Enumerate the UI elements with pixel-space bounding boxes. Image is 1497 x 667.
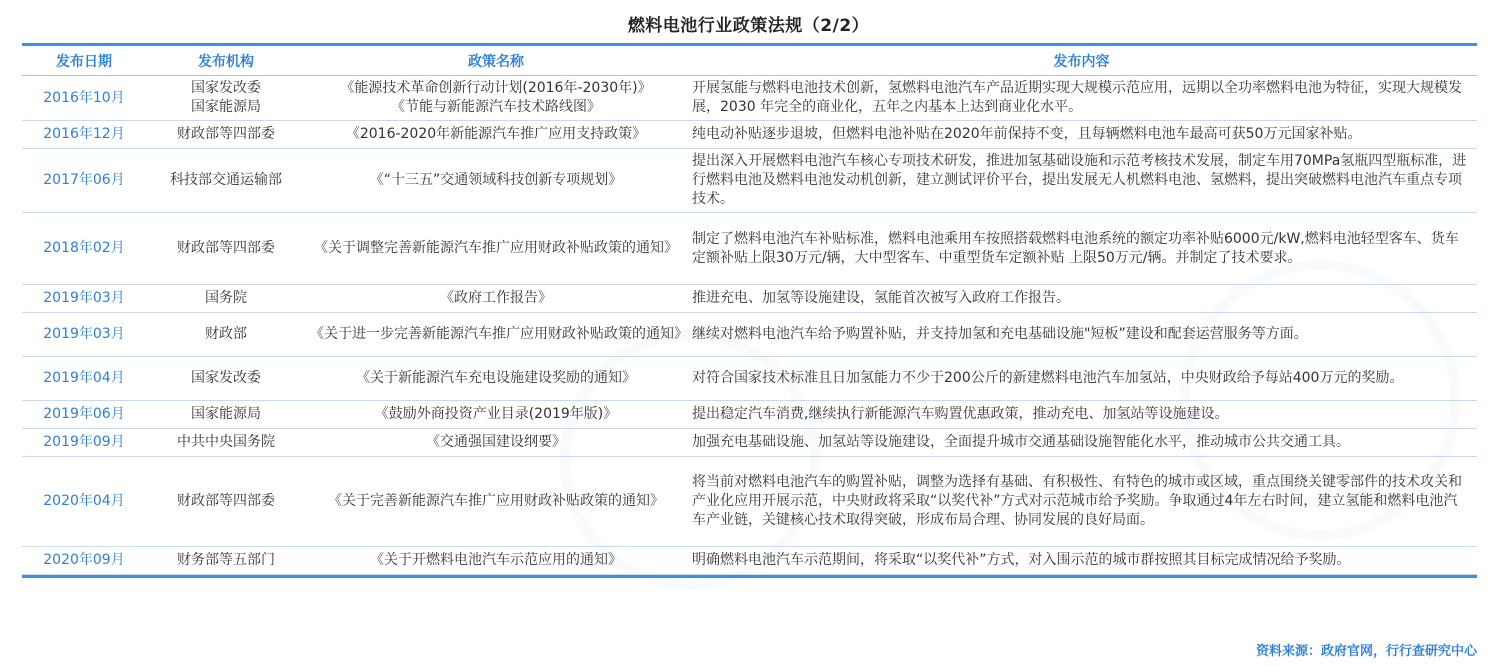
table-row	[22, 429, 1477, 457]
table-row	[22, 121, 1477, 149]
source-note: 资料来源：政府官网，行行查研究中心	[1255, 644, 1477, 659]
row-content: 对符合国家技术标准且日加氢能力不少于200公斤的新建燃料电池汽车加氢站，中央财政给予每站400万元的奖励。	[686, 357, 1477, 401]
row-date: 2018年02月	[22, 213, 146, 285]
row-org: 国务院	[146, 285, 306, 313]
table-row	[22, 547, 1477, 575]
row-date: 2019年06月	[22, 401, 146, 429]
row-policy-name: 《“十三五”交通领域科技创新专项规划》	[306, 149, 686, 213]
header-org: 发布机构	[146, 46, 306, 76]
table-row	[22, 357, 1477, 401]
row-date: 2019年03月	[22, 313, 146, 357]
row-policy-name: 《关于开燃料电池汽车示范应用的通知》	[306, 547, 686, 575]
table-row	[22, 76, 1477, 121]
row-date: 2016年12月	[22, 121, 146, 149]
table-body	[22, 76, 1477, 575]
row-org: 国家发改委	[146, 357, 306, 401]
row-content: 开展氢能与燃料电池技术创新，氢燃料电池汽车产品近期实现大规模示范应用，远期以全功率燃料电池为特征，实现大规模发展，2030 年完全的商业化，五年之内基本上达到商业化水平。	[686, 76, 1477, 121]
row-content: 纯电动补贴逐步退坡，但燃料电池补贴在2020年前保持不变，且每辆燃料电池车最高可获50万元国家补贴。	[686, 121, 1477, 149]
row-policy-name: 《政府工作报告》	[306, 285, 686, 313]
row-policy-name: 《鼓励外商投资产业目录(2019年版)》	[306, 401, 686, 429]
header-content: 发布内容	[686, 46, 1477, 76]
row-date: 2019年03月	[22, 285, 146, 313]
row-policy-name: 《能源技术革命创新行动计划(2016年-2030年)》 《节能与新能源汽车技术路线图》	[306, 76, 686, 121]
row-org: 财政部等四部委	[146, 121, 306, 149]
row-date: 2019年04月	[22, 357, 146, 401]
policy-table	[22, 43, 1477, 578]
row-policy-name: 《关于完善新能源汽车推广应用财政补贴政策的通知》	[306, 457, 686, 547]
row-policy-name: 《关于新能源汽车充电设施建设奖励的通知》	[306, 357, 686, 401]
row-org: 财政部等四部委	[146, 213, 306, 285]
row-org: 财务部等五部门	[146, 547, 306, 575]
page-title: 燃料电池行业政策法规（2/2）	[627, 16, 870, 36]
row-policy-name: 《关于调整完善新能源汽车推广应用财政补贴政策的通知》	[306, 213, 686, 285]
row-org: 科技部交通运输部	[146, 149, 306, 213]
header-name: 政策名称	[306, 46, 686, 76]
row-date: 2016年10月	[22, 76, 146, 121]
row-content: 提出稳定汽车消费,继续执行新能源汽车购置优惠政策，推动充电、加氢站等设施建设。	[686, 401, 1477, 429]
row-policy-name: 《关于进一步完善新能源汽车推广应用财政补贴政策的通知》	[306, 313, 686, 357]
row-org: 国家能源局	[146, 401, 306, 429]
table-row	[22, 149, 1477, 213]
row-org: 财政部等四部委	[146, 457, 306, 547]
row-content: 制定了燃料电池汽车补贴标准，燃料电池乘用车按照搭载燃料电池系统的额定功率补贴6000元/kW,燃料电池轻型客车、货车定额补贴上限30万元/辆，大中型客车、中重型货车定额补贴 上限50万元/辆。并制定了技术要求。	[686, 213, 1477, 285]
table-header-row	[22, 46, 1477, 76]
table-row	[22, 213, 1477, 285]
row-date: 2020年09月	[22, 547, 146, 575]
row-org: 国家发改委 国家能源局	[146, 76, 306, 121]
row-org: 中共中央国务院	[146, 429, 306, 457]
row-content: 明确燃料电池汽车示范期间，将采取“以奖代补”方式，对入围示范的城市群按照其目标完成情况给予奖励。	[686, 547, 1477, 575]
row-date: 2017年06月	[22, 149, 146, 213]
row-content: 继续对燃料电池汽车给予购置补贴，并支持加氢和充电基础设施"短板”建设和配套运营服务等方面。	[686, 313, 1477, 357]
row-content: 加强充电基础设施、加氢站等设施建设，全面提升城市交通基础设施智能化水平，推动城市公共交通工具。	[686, 429, 1477, 457]
table-row	[22, 313, 1477, 357]
header-date: 发布日期	[22, 46, 146, 76]
table-row	[22, 285, 1477, 313]
table-row	[22, 457, 1477, 547]
row-policy-name: 《交通强国建设纲要》	[306, 429, 686, 457]
row-content: 推进充电、加氢等设施建设，氢能首次被写入政府工作报告。	[686, 285, 1477, 313]
table-bottom-rule	[22, 575, 1477, 578]
table-row	[22, 401, 1477, 429]
row-date: 2019年09月	[22, 429, 146, 457]
row-content: 提出深入开展燃料电池汽车核心专项技术研发，推进加氢基础设施和示范考核技术发展，制定车用70MPa氢瓶四型瓶标准，进行燃料电池及燃料电池发动机创新，建立测试评价平台，提出发展无人机燃料电池、氢燃料，提出突破燃料电池汽车重点专项技术。	[686, 149, 1477, 213]
row-org: 财政部	[146, 313, 306, 357]
row-date: 2020年04月	[22, 457, 146, 547]
row-content: 将当前对燃料电池汽车的购置补贴，调整为选择有基础、有积极性、有特色的城市或区域，重点围绕关键零部件的技术攻关和产业化应用开展示范，中央财政将采取“以奖代补”方式对示范城市给予奖励。争取通过4年左右时间，建立氢能和燃料电池汽车产业链，关键核心技术取得突破，形成布局合理、协同发展的良好局面。	[686, 457, 1477, 547]
row-policy-name: 《2016-2020年新能源汽车推广应用支持政策》	[306, 121, 686, 149]
